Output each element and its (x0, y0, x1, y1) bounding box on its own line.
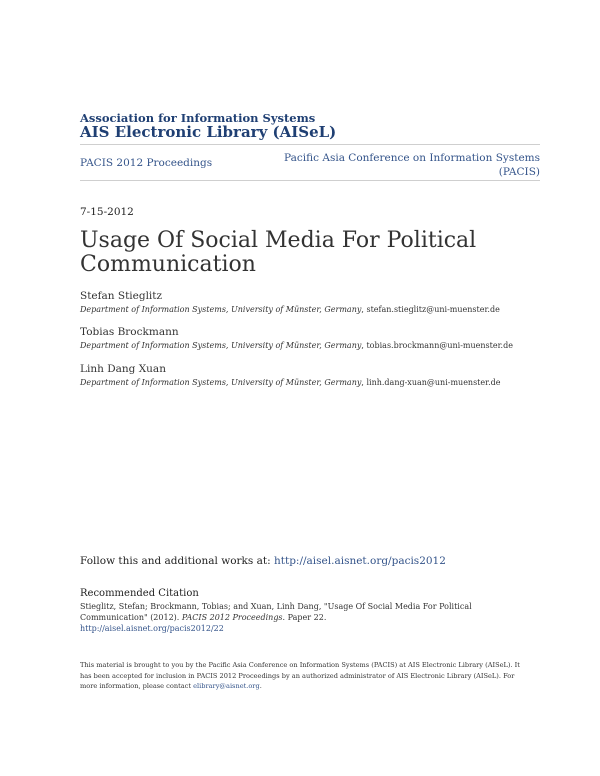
affiliation-text-2: Department of Information Systems, University of Münster, Germany (80, 341, 362, 350)
conference-link[interactable] (240, 151, 540, 179)
citation-block (80, 601, 520, 634)
follow-text: Follow this and additional works at: (80, 555, 274, 567)
affiliation-separator-1: , (361, 305, 367, 314)
notice-text: This material is brought to you by the Pacific Asia Conference on Information Systems (PACIS) at AIS Electronic Library (AISeL). It has been accepted for inclusion in PACIS 2012 Proceedings by an authorized administrator of AIS Electronic Library (AISeL). For more information, please contact (80, 661, 520, 690)
paper-title[interactable]: Usage Of Social Media For Political Communication (80, 228, 477, 277)
author-name-2: Tobias Brockmann (80, 326, 179, 338)
author-affiliation-1 (80, 305, 500, 314)
affiliation-separator-3: , (361, 378, 367, 387)
notice-end: . (259, 682, 262, 690)
affiliation-separator-2: , (361, 341, 367, 350)
conference-name-line2: (PACIS) (498, 166, 540, 178)
author-name-3: Linh Dang Xuan (80, 363, 166, 375)
library-name-link[interactable]: AIS Electronic Library (AISeL) (80, 123, 337, 141)
header-divider-bottom (80, 180, 540, 181)
recommended-citation-heading: Recommended Citation (80, 588, 199, 599)
author-name-1: Stefan Stieglitz (80, 290, 163, 302)
author-email-3: linh.dang-xuan@uni-muenster.de (366, 378, 501, 387)
citation-paper-number: . Paper 22. (282, 613, 327, 622)
follow-works-line (80, 555, 446, 567)
citation-text: Stieglitz, Stefan; Brockmann, Tobias; and Xuan, Linh Dang, "Usage Of Social Media For Political Communication" (2012). (80, 602, 472, 622)
publication-date: 7-15-2012 (80, 206, 134, 218)
citation-link[interactable]: http://aisel.aisnet.org/pacis2012/22 (80, 624, 224, 633)
header-divider-top (80, 144, 540, 145)
organization-name: Association for Information Systems (80, 111, 316, 125)
contact-email-link[interactable]: elibrary@aisnet.org (193, 682, 260, 690)
proceedings-link[interactable]: PACIS 2012 Proceedings (80, 157, 213, 169)
author-email-1: stefan.stieglitz@uni-muenster.de (366, 305, 500, 314)
author-affiliation-2 (80, 341, 513, 350)
citation-venue: PACIS 2012 Proceedings (181, 613, 283, 622)
collection-link[interactable]: http://aisel.aisnet.org/pacis2012 (274, 555, 446, 567)
library-notice (80, 660, 525, 692)
conference-name-line1: Pacific Asia Conference on Information Systems (284, 152, 540, 164)
affiliation-text-1: Department of Information Systems, University of Münster, Germany (80, 305, 362, 314)
author-email-2: tobias.brockmann@uni-muenster.de (366, 341, 513, 350)
affiliation-text-3: Department of Information Systems, University of Münster, Germany (80, 378, 362, 387)
author-affiliation-3 (80, 378, 500, 387)
